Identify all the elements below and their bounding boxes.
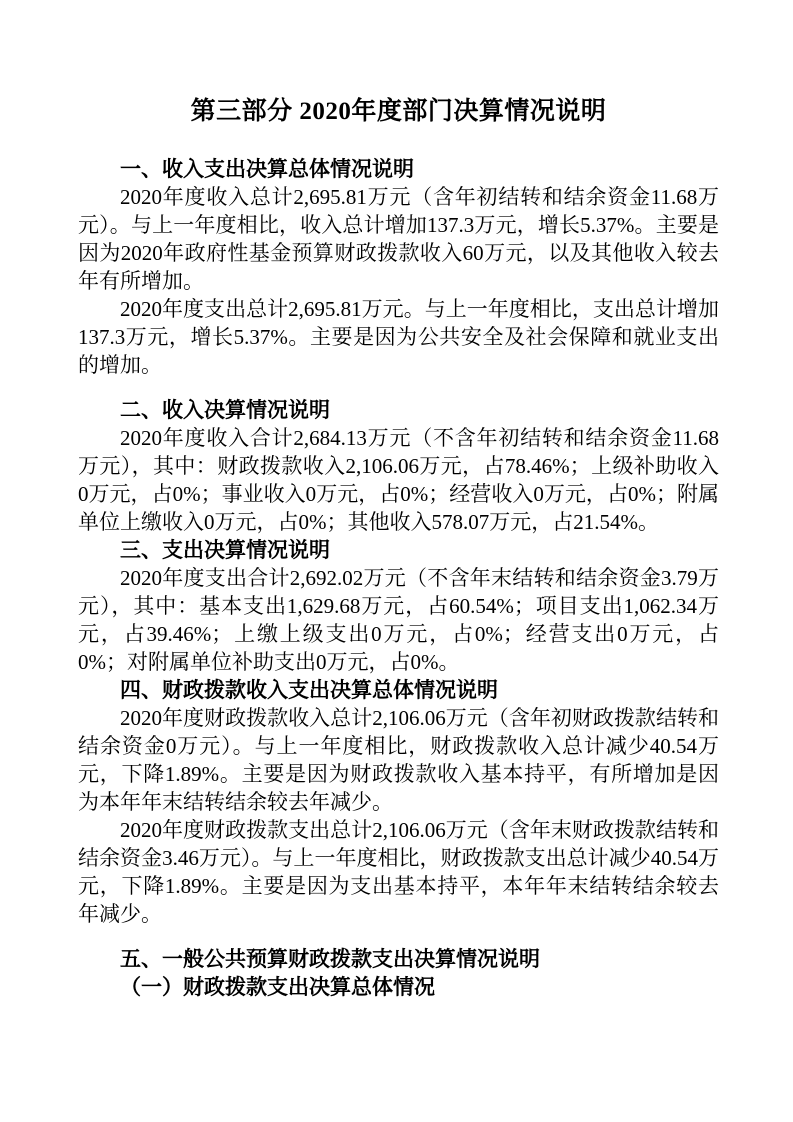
section-fiscal-appropriation-overview — [78, 676, 719, 928]
section-2-heading: 二、收入决算情况说明 — [120, 398, 330, 422]
section-general-public-budget — [78, 945, 719, 1001]
section-income-expenditure-overview — [78, 155, 719, 379]
section-4-paragraph-1: 2020年度财政拨款收入总计2,106.06万元（含年初财政拨款结转和结余资金0万元）。与上一年度相比，财政拨款收入总计减少40.54万元，下降1.89%。主要是因为财政拨款收入基本持平，有所增加是因为本年年末结转结余较去年减少。 — [78, 706, 719, 814]
section-3-heading: 三、支出决算情况说明 — [120, 538, 330, 562]
section-4-paragraph-2: 2020年度财政拨款支出总计2,106.06万元（含年末财政拨款结转和结余资金3.46万元）。与上一年度相比，财政拨款支出总计减少40.54万元，下降1.89%。主要是因为支出基本持平，本年年末结转结余较去年减少。 — [78, 818, 719, 926]
section-1-paragraph-1: 2020年度收入总计2,695.81万元（含年初结转和结余资金11.68万元）。与上一年度相比，收入总计增加137.3万元，增长5.37%。主要是因为2020年政府性基金预算财政拨款收入60万元，以及其他收入较去年有所增加。 — [78, 185, 719, 293]
section-1-heading: 一、收入支出决算总体情况说明 — [120, 157, 414, 181]
page-title: 第三部分 2020年度部门决算情况说明 — [190, 98, 607, 125]
section-4-heading: 四、财政拨款收入支出决算总体情况说明 — [120, 678, 498, 702]
section-2-paragraph-1: 2020年度收入合计2,684.13万元（不含年初结转和结余资金11.68万元），其中：财政拨款收入2,106.06万元，占78.46%；上级补助收入0万元，占0%；事业收入0万元，占0%；经营收入0万元，占0%；附属单位上缴收入0万元，占0%；其他收入578.07万元，占21.54%。 — [78, 426, 719, 534]
section-1-paragraph-2: 2020年度支出总计2,695.81万元。与上一年度相比，支出总计增加137.3万元，增长5.37%。主要是因为公共安全及社会保障和就业支出的增加。 — [78, 297, 719, 377]
section-expenditure-details — [78, 536, 719, 676]
section-5-subheading: （一）财政拨款支出决算总体情况 — [120, 975, 435, 999]
section-3-paragraph-1: 2020年度支出合计2,692.02万元（不含年末结转和结余资金3.79万元），其中：基本支出1,629.68万元，占60.54%；项目支出1,062.34万元，占39.46%；上缴上级支出0万元，占0%；经营支出0万元，占0%；对附属单位补助支出0万元，占0%。 — [78, 566, 719, 674]
section-5-heading: 五、一般公共预算财政拨款支出决算情况说明 — [120, 947, 540, 971]
section-income-details — [78, 396, 719, 536]
document-content — [78, 97, 719, 1001]
